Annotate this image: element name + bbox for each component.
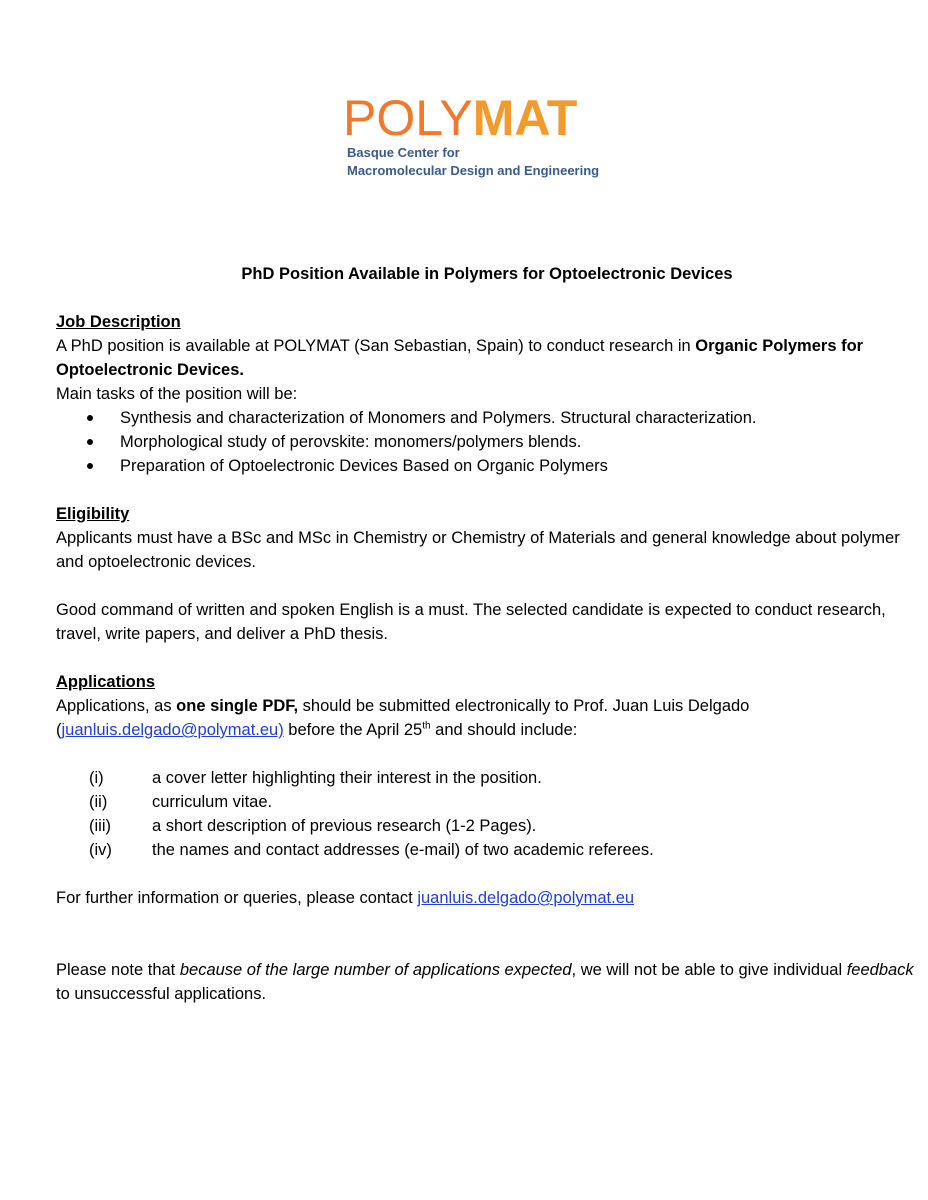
logo-word-light: POLY <box>343 90 473 146</box>
requirements-list <box>56 766 918 862</box>
applications-paragraph: Applications, as one single PDF, should be submitted electronically to Prof. Juan Luis Delgado (juanluis.delgado@polymat.eu) before the April 25th and should include: <box>56 697 750 739</box>
logo-word-bold: MAT <box>472 90 578 146</box>
list-item: Synthesis and characterization of Monomers and Polymers. Structural characterization. <box>56 406 918 430</box>
list-item: (ii) curriculum vitae. <box>89 793 273 811</box>
list-item: Preparation of Optoelectronic Devices Based on Organic Polymers <box>56 454 918 478</box>
applications-heading: Applications <box>56 673 156 691</box>
tasks-intro: Main tasks of the position will be: <box>56 385 298 403</box>
logo-subtitle <box>343 144 623 180</box>
logo-subtitle-line2: Macromolecular Design and Engineering <box>347 163 600 178</box>
logo-wordmark <box>343 92 623 144</box>
list-item: (iv) the names and contact addresses (e-mail) of two academic referees. <box>89 841 654 859</box>
logo-subtitle-line1: Basque Center for <box>347 145 460 160</box>
contact-paragraph: For further information or queries, please contact juanluis.delgado@polymat.eu <box>56 889 635 907</box>
job-intro: A PhD position is available at POLYMAT (San Sebastian, Spain) to conduct research in Organic Polymers for Optoelectronic Devices. <box>56 337 864 379</box>
contact-email-link[interactable]: juanluis.delgado@polymat.eu <box>417 889 635 907</box>
bullet-icon <box>87 463 93 469</box>
job-description-heading: Job Description <box>56 313 181 331</box>
tasks-list <box>56 406 918 478</box>
document-body <box>56 262 918 1006</box>
polymat-logo <box>343 92 623 180</box>
eligibility-paragraph-2: Good command of written and spoken English is a must. The selected candidate is expected to conduct research, travel, write papers, and deliver a PhD thesis. <box>56 601 886 643</box>
job-intro-bold: Organic Polymers for Optoelectronic Devices. <box>56 337 864 379</box>
list-item: Morphological study of perovskite: monomers/polymers blends. <box>56 430 918 454</box>
bullet-icon <box>87 415 93 421</box>
list-item: (iii) a short description of previous research (1-2 Pages). <box>89 817 537 835</box>
list-item: (i) a cover letter highlighting their interest in the position. <box>89 769 542 787</box>
eligibility-heading: Eligibility <box>56 505 130 523</box>
email-link[interactable]: juanluis.delgado@polymat.eu) <box>61 721 284 739</box>
bullet-icon <box>87 439 93 445</box>
note-paragraph: Please note that because of the large number of applications expected, we will not be able to give individual feedback to unsuccessful applications. <box>56 961 914 1003</box>
page-title: PhD Position Available in Polymers for Optoelectronic Devices <box>241 265 733 283</box>
eligibility-paragraph-1: Applicants must have a BSc and MSc in Chemistry or Chemistry of Materials and general knowledge about polymer and optoelectronic devices. <box>56 529 900 571</box>
